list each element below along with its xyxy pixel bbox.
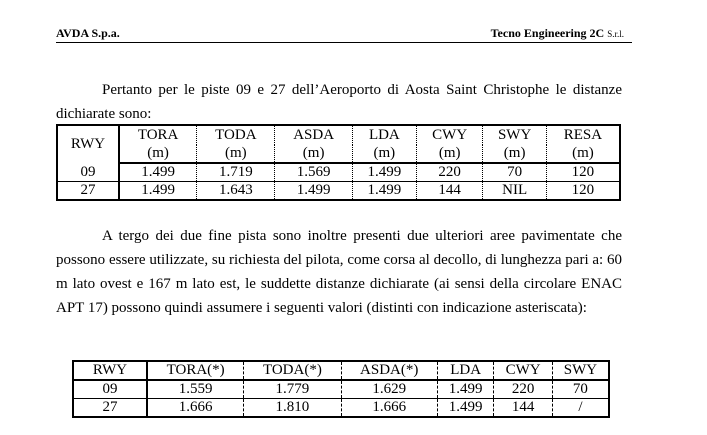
table-cell: 27 bbox=[57, 182, 119, 201]
table-header-cell: SWY bbox=[483, 125, 546, 145]
table-row bbox=[57, 182, 620, 201]
table-cell: 1.779 bbox=[244, 380, 341, 399]
table-header-cell: LDA bbox=[437, 361, 493, 380]
table-cell: 220 bbox=[494, 380, 552, 399]
table-header-cell: LDA bbox=[352, 125, 416, 145]
table-row bbox=[73, 380, 609, 399]
table-cell: 1.666 bbox=[341, 399, 437, 418]
table-header-cell: RESA bbox=[563, 127, 603, 143]
table-cell: 27 bbox=[73, 399, 147, 418]
table-cell: 120 bbox=[571, 182, 595, 198]
company-right bbox=[491, 26, 624, 41]
table-cell: 1.643 bbox=[197, 182, 275, 201]
table-header-cell: TORA(*) bbox=[147, 361, 244, 380]
table-cell: 70 bbox=[483, 163, 546, 182]
table-unit-cell: (m) bbox=[352, 145, 416, 163]
table-cell: 09 bbox=[73, 380, 147, 399]
table-header-cell: ASDA(*) bbox=[341, 361, 437, 380]
table-header-cell: ASDA bbox=[275, 125, 352, 145]
declared-distances-table bbox=[56, 124, 621, 201]
extended-distances-paragraph bbox=[56, 224, 622, 320]
table-cell: NIL bbox=[483, 182, 546, 201]
table-cell: 70 bbox=[552, 380, 609, 399]
intro-paragraph bbox=[56, 78, 622, 126]
table-cell: 1.499 bbox=[275, 182, 352, 201]
table-unit-cell: (m) bbox=[197, 145, 275, 163]
table-cell: 1.499 bbox=[352, 163, 416, 182]
table-header-row bbox=[57, 125, 620, 145]
table-cell: 1.499 bbox=[352, 182, 416, 201]
table-header-cell: SWY bbox=[552, 361, 609, 380]
table-cell: 144 bbox=[416, 182, 482, 201]
table-cell: 1.499 bbox=[437, 399, 493, 418]
table-unit-row bbox=[57, 145, 620, 163]
table-header-cell: CWY bbox=[416, 125, 482, 145]
table-cell: 09 bbox=[57, 163, 119, 182]
table-header-cell: CWY bbox=[494, 361, 552, 380]
table-header-cell: TORA bbox=[119, 125, 197, 145]
table-header-row bbox=[73, 361, 609, 380]
company-left: AVDA S.p.a. bbox=[56, 26, 120, 40]
table-header-cell: RWY bbox=[57, 125, 119, 163]
table-unit-cell: (m) bbox=[275, 145, 352, 163]
table-cell: 1.499 bbox=[119, 163, 197, 182]
table-header-cell: TODA(*) bbox=[244, 361, 341, 380]
extended-distances-table bbox=[72, 360, 610, 418]
table-cell: / bbox=[578, 399, 583, 415]
table-cell: 1.810 bbox=[244, 399, 341, 418]
table-unit-cell: (m) bbox=[483, 145, 546, 163]
company-right-name: Tecno Engineering 2C bbox=[490, 26, 605, 40]
table-cell: 1.629 bbox=[341, 380, 437, 399]
extended-distances-paragraph-text: A tergo dei due fine pista sono inoltre presenti due ulteriori aree pavimentate che possono essere utilizzate, su richiesta del pilota, come corsa al decollo, di lunghezza pari a: 60 m lato ovest e 167 m lato est, le suddette distanze dichiarate (ai sensi della circolare ENAC APT 17) possono quindi assumere i seguenti valori (distinti con indicazione asteriscata): bbox=[56, 228, 622, 316]
table-cell: 120 bbox=[546, 163, 620, 182]
table-cell: 1.559 bbox=[147, 380, 244, 399]
table-cell: 1.666 bbox=[147, 399, 244, 418]
table-row bbox=[73, 399, 609, 418]
table-cell: 1.569 bbox=[275, 163, 352, 182]
table-cell: 144 bbox=[494, 399, 552, 418]
table-header-cell: TODA bbox=[197, 125, 275, 145]
table-cell: 1.499 bbox=[119, 182, 197, 201]
table-unit-cell: (m) bbox=[416, 145, 482, 163]
table-row bbox=[57, 163, 620, 182]
table-unit-cell: (m) bbox=[546, 145, 620, 163]
table-unit-cell: (m) bbox=[119, 145, 197, 163]
table-cell: 1.719 bbox=[197, 163, 275, 182]
page-header bbox=[56, 20, 632, 43]
company-right-suffix: S.r.l. bbox=[607, 29, 624, 39]
table-cell: 1.499 bbox=[437, 380, 493, 399]
table-cell: 220 bbox=[416, 163, 482, 182]
intro-paragraph-text: Pertanto per le piste 09 e 27 dell’Aeroporto di Aosta Saint Christophe le distanze dichiarate sono: bbox=[56, 82, 622, 122]
table-header-cell: RWY bbox=[73, 361, 147, 380]
